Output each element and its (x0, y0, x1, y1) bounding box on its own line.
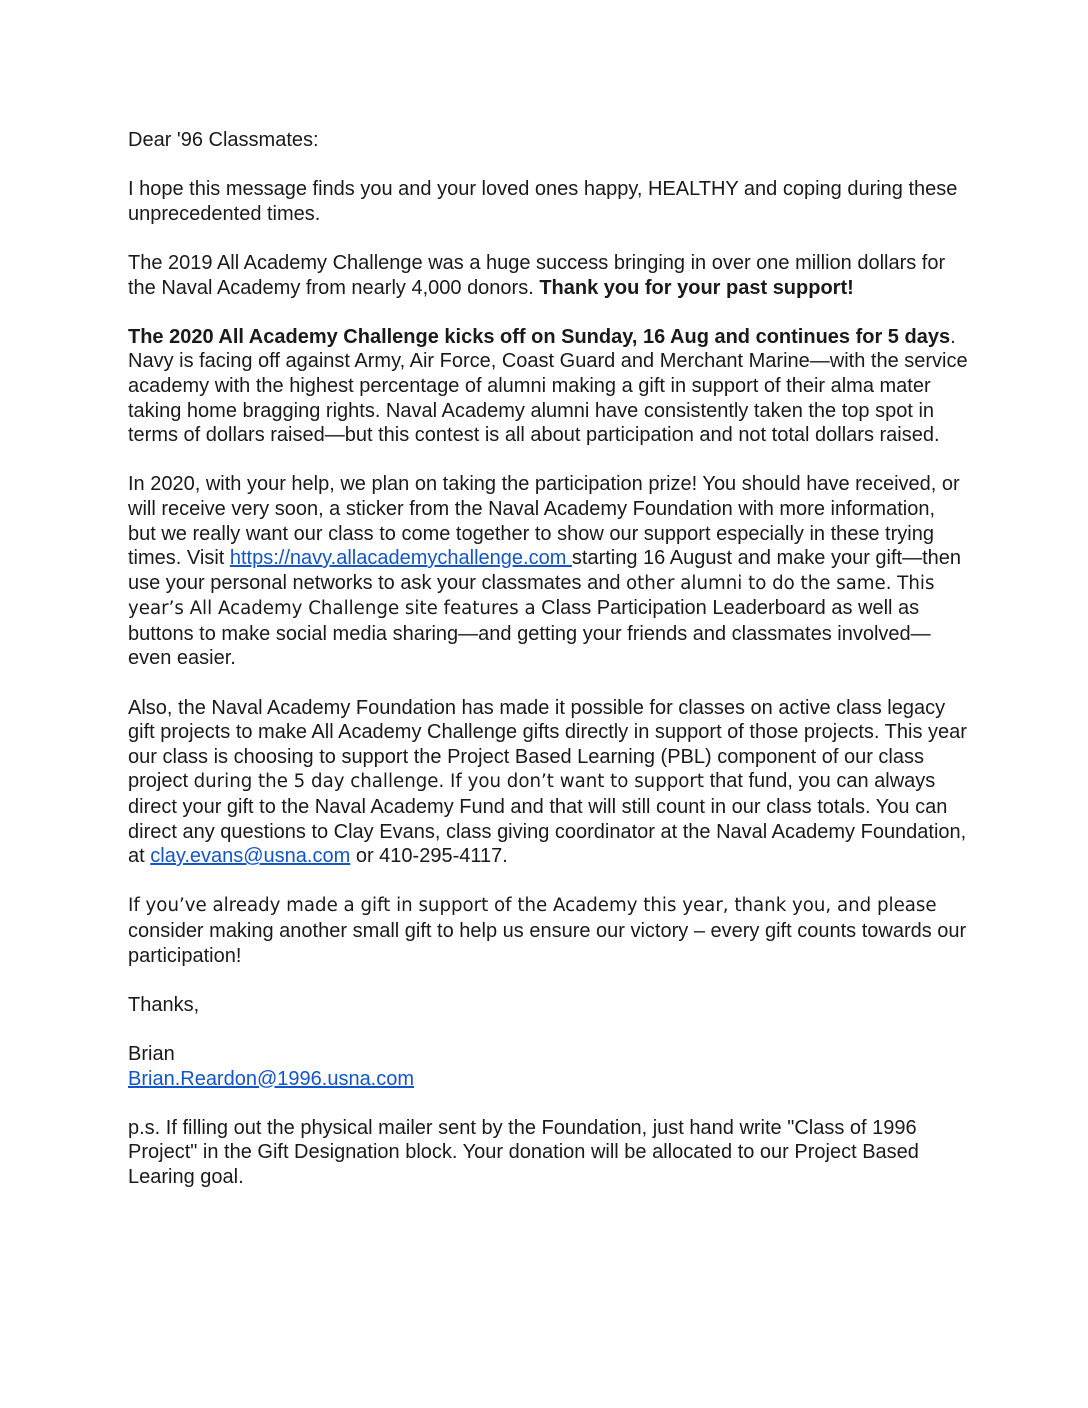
paragraph-2019-results (128, 251, 968, 300)
thank-you-bold: Thank you for your past support! (539, 276, 854, 299)
participation-text-middle: starting 16 August and make your gift—then use your personal networks to ask your classmates and (128, 547, 962, 594)
participation-text-start: In 2020, with your help, we plan on taking the participation prize! You should have received, or will receive very soon, a sticker from the Naval Academy Foundation with more information, but we really want our class to come together to show our support especially in these trying times. Visit (128, 473, 960, 570)
paragraph-repeat-gift (128, 893, 968, 968)
postscript: p.s. If filling out the physical mailer sent by the Foundation, just hand write "Class of 1996 Project" in the Gift Designation block. Your donation will be allocated to our Project Based Learing goal. (128, 1116, 919, 1188)
legacy-text-alt: during the 5 day challenge. If you don’t want to support (193, 771, 705, 793)
signature-email-link[interactable]: Brian.Reardon@1996.usna.com (128, 1067, 415, 1090)
repeat-gift-text: consider making another small gift to help us ensure our victory – every gift counts towards our participation! (128, 920, 967, 967)
paragraph-2019-text: The 2019 All Academy Challenge was a huge success bringing in over one million dollars for the Naval Academy from nearly 4,000 donors. (128, 251, 946, 299)
paragraph-intro: I hope this message finds you and your loved ones happy, HEALTHY and coping during these unprecedented times. (128, 178, 958, 225)
paragraph-participation (128, 472, 968, 671)
closing: Thanks, (128, 993, 200, 1016)
repeat-gift-alt: If you’ve already made a gift in support of the Academy this year, thank you, and please (128, 895, 937, 917)
challenge-kickoff-bold: The 2020 All Academy Challenge kicks off on Sunday, 16 Aug and continues for 5 days (128, 325, 951, 348)
paragraph-2020-challenge (128, 325, 968, 448)
letter-body (128, 128, 968, 1214)
legacy-text-end: or 410-295-4117. (350, 845, 508, 868)
signature-email-line (128, 1067, 968, 1092)
salutation: Dear '96 Classmates: (128, 129, 319, 151)
participation-text-alt: other alumni to do the same. This year’s All Academy Challenge site features a (128, 572, 935, 620)
legacy-text-middle: that fund, you can always direct your gift to the Naval Academy Fund and that will still count in our class totals. You can direct any questions to Clay Evans, class giving coordinator at the Naval Academy Foundation, at (128, 770, 967, 868)
legacy-text-start: Also, the Naval Academy Foundation has made it possible for classes on active class legacy gift projects to make All Academy Challenge gifts directly in support of those projects. This year our class is choosing to support the Project Based Learning (PBL) component of our class project (128, 696, 967, 793)
clay-evans-email-link[interactable]: clay.evans@usna.com (150, 845, 351, 868)
participation-text-end: Class Participation Leaderboard as well as buttons to make social media sharing—and getting your friends and classmates involved—even easier. (128, 597, 931, 670)
signature-name: Brian (128, 1042, 175, 1065)
challenge-website-link[interactable]: https://navy.allacademychallenge.com (229, 547, 572, 570)
challenge-description: . Navy is facing off against Army, Air Force, Coast Guard and Merchant Marine—with the service academy with the highest percentage of alumni making a gift in support of their alma mater taking home bragging rights. Naval Academy alumni have consistently taken the top spot in terms of dollars raised—but this contest is all about participation and not total dollars raised. (128, 325, 968, 447)
paragraph-legacy-projects (128, 696, 968, 869)
